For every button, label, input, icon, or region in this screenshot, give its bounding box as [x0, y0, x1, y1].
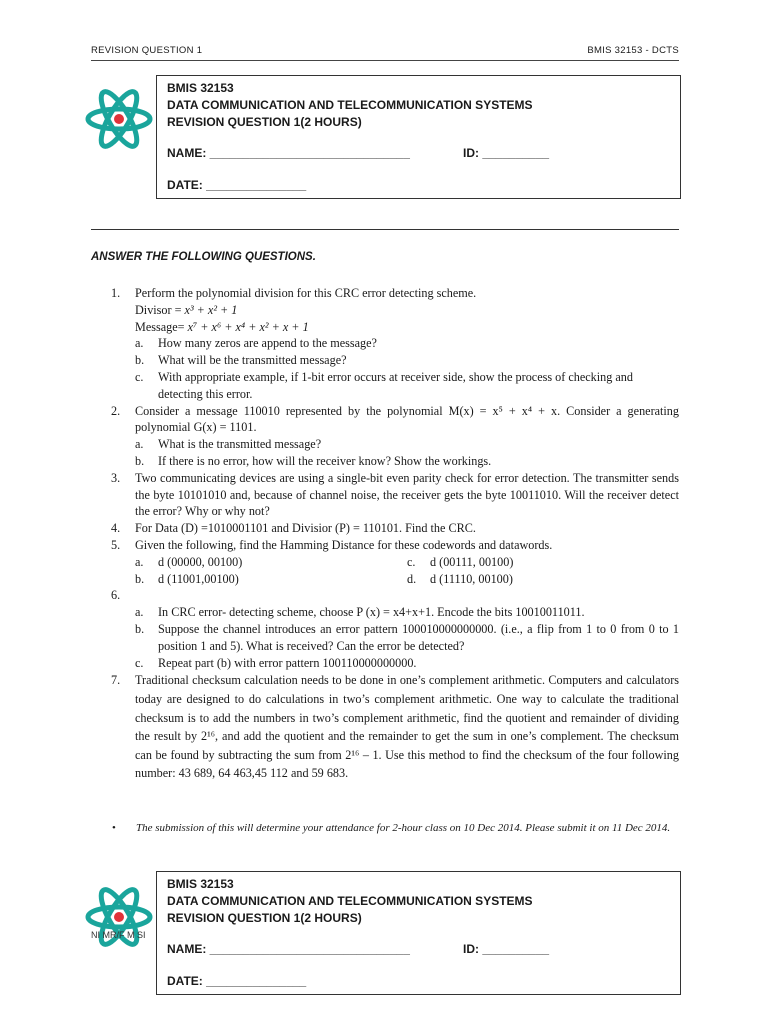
name-field[interactable]: NAME: ______________________________ [167, 146, 410, 160]
sub-question: a. What is the transmitted message? [135, 437, 322, 452]
course-title: DATA COMMUNICATION AND TELECOMMUNICATION SYSTEMS [167, 894, 533, 908]
question-number: 7. [111, 673, 121, 688]
question-list [91, 285, 679, 783]
question-text: For Data (D) =1010001101 and Divisior (P) = 110101. Find the CRC. [135, 521, 476, 536]
sub-question: a. d (00000, 00100) [135, 554, 243, 569]
question-1 [91, 285, 679, 403]
question-text: Traditional checksum calculation needs to be done in one’s complement arithmetic. Computers and calculators today are designed to do calculations in two’s complement arithmetic. One way to calculate the traditional checksum is to add the numbers in two’s complement arithmetic, find the quotient and remainder of dividing the result by 2¹⁶, and add the quotient and the remainder to get the sum in one’s complement. The checksum can be found by subtracting the sum from 2¹⁶ – 1. Use this method to find the checksum of the four following number: 43 689, 64 463,45 112 and 59 683. [135, 673, 679, 781]
sub-question: a. How many zeros are append to the message? [135, 336, 377, 351]
assignment-subtitle: REVISION QUESTION 1(2 HOURS) [167, 911, 362, 925]
question-number: 2. [111, 403, 121, 418]
watermark-text: NI MR/F M SI [91, 930, 146, 940]
course-title: DATA COMMUNICATION AND TELECOMMUNICATION SYSTEMS [167, 98, 533, 112]
course-code: BMIS 32153 [167, 81, 234, 95]
bullet-icon: • [112, 822, 116, 834]
question-6 [91, 587, 679, 671]
title-block-top [156, 75, 681, 199]
question-text: Given the following, find the Hamming Distance for these codewords and datawords. [135, 537, 553, 552]
date-field[interactable]: DATE: _______________ [167, 178, 307, 192]
course-code: BMIS 32153 [167, 877, 234, 891]
question-5 [91, 537, 679, 587]
sub-question: b. If there is no error, how will the receiver know? Show the workings. [135, 453, 492, 468]
question-number: 6. [111, 588, 121, 603]
divisor-line: Divisor = x³ + x² + 1 [135, 302, 238, 317]
header-divider [91, 60, 679, 61]
sub-question: b. d (11001,00100) [135, 571, 239, 586]
question-2 [91, 403, 679, 470]
sub-question: d. d (11110, 00100) [407, 571, 513, 586]
submission-note [112, 820, 680, 836]
question-number: 1. [111, 286, 121, 300]
running-header-left: REVISION QUESTION 1 [91, 45, 203, 56]
id-field[interactable]: ID: __________ [463, 942, 550, 956]
instruction-heading: ANSWER THE FOLLOWING QUESTIONS. [91, 251, 316, 263]
atom-logo-icon [84, 884, 154, 950]
question-text: Perform the polynomial division for this CRC error detecting scheme. [135, 286, 477, 300]
question-text: Two communicating devices are using a single-bit even parity check for error detection. The transmitter sends the byte 10101010 and, because of channel noise, the receiver gets the byte 10011010. Will the receiver detect the error? Why or why not? [135, 470, 679, 519]
question-7 [91, 671, 679, 783]
sub-question: a. In CRC error- detecting scheme, choose P (x) = x4+x+1. Encode the bits 10010011011. [135, 605, 585, 620]
assignment-subtitle: REVISION QUESTION 1(2 HOURS) [167, 115, 362, 129]
running-header-right: BMIS 32153 - DCTS [587, 45, 679, 56]
question-3 [91, 470, 679, 520]
question-text: Consider a message 110010 represented by the polynomial M(x) = x⁵ + x⁴ + x. Consider a generating polynomial G(x) = 1101. [135, 403, 679, 435]
question-number: 3. [111, 470, 121, 485]
question-4 [91, 520, 679, 537]
sub-question: b. What will be the transmitted message? [135, 353, 347, 368]
atom-logo-icon [84, 86, 154, 152]
sub-question: b. Suppose the channel introduces an error pattern 100010000000000. (i.e., a flip from 1 to 0 from 0 to 1 position 1 and 5). What is received? Can the error be detected? [135, 621, 679, 653]
sub-question: c. d (00111, 00100) [407, 554, 514, 569]
question-number: 4. [111, 521, 121, 536]
date-field[interactable]: DATE: _______________ [167, 974, 307, 988]
question-number: 5. [111, 537, 121, 552]
name-field[interactable]: NAME: ______________________________ [167, 942, 410, 956]
message-line: Message= x⁷ + x⁶ + x⁴ + x² + x + 1 [135, 319, 309, 334]
note-text: The submission of this will determine your attendance for 2-hour class on 10 Dec 2014. Please submit it on 11 Dec 2014. [136, 822, 671, 834]
section-divider [91, 229, 679, 230]
title-block-bottom [156, 871, 681, 995]
sub-question: c. With appropriate example, if 1-bit error occurs at receiver side, show the process of checking and detecting this error. [135, 369, 633, 401]
sub-question: c. Repeat part (b) with error pattern 100110000000000. [135, 655, 417, 670]
id-field[interactable]: ID: __________ [463, 146, 550, 160]
